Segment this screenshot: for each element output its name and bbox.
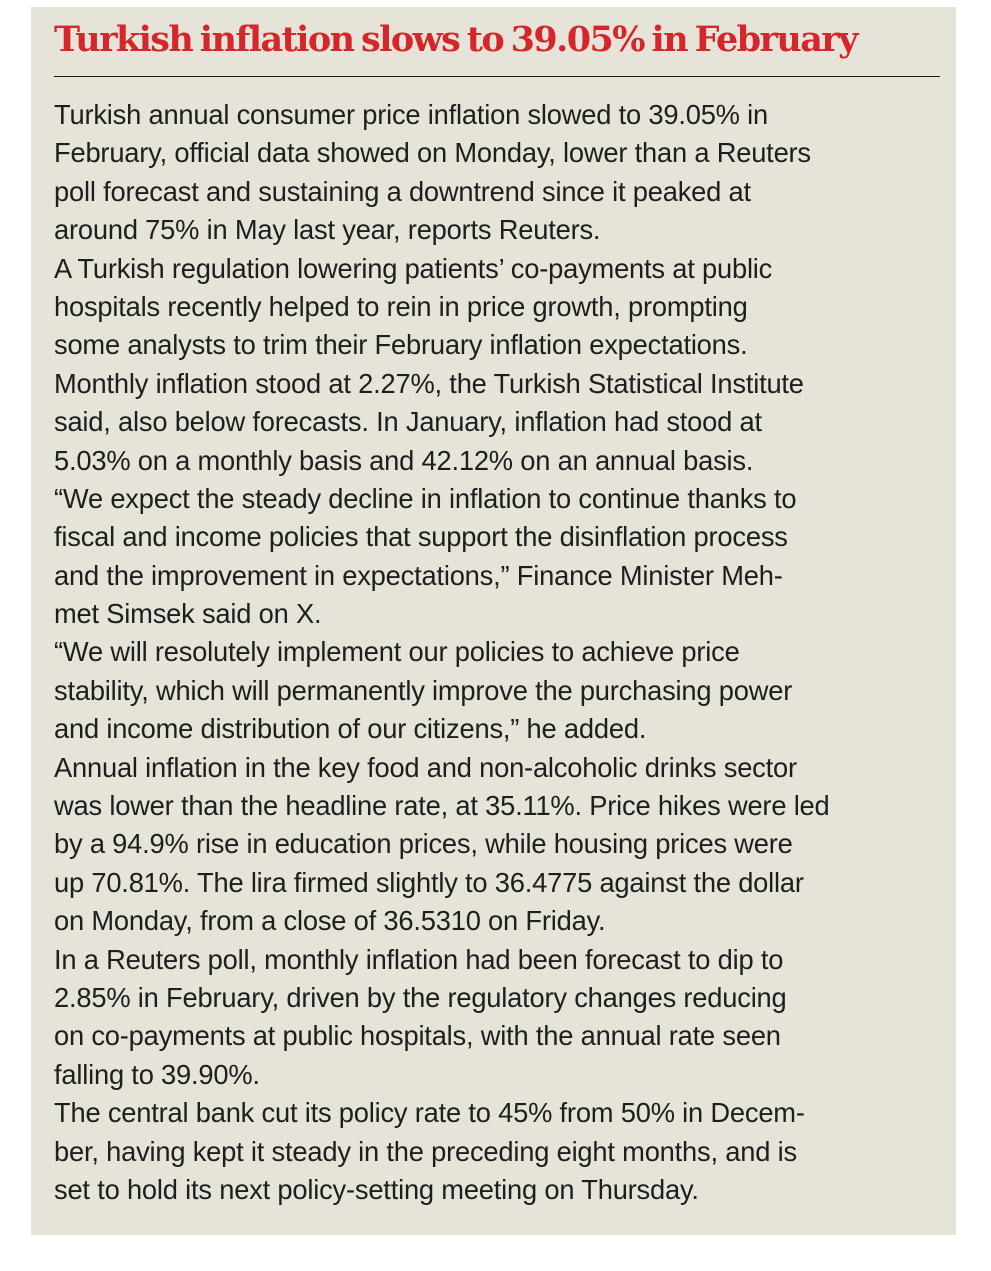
body-line: said, also below forecasts. In January, inflation had stood at [54,406,762,438]
article-box [31,7,956,1235]
body-line: met Simsek said on X. [54,598,322,630]
body-line: fiscal and income policies that support the disinflation process [54,521,788,553]
body-line: was lower than the headline rate, at 35.11%. Price hikes were led [54,790,830,822]
body-line: up 70.81%. The lira firmed slightly to 36.4775 against the dollar [54,866,804,898]
headline-divider [54,76,940,77]
body-line: 5.03% on a monthly basis and 42.12% on an annual basis. [54,444,754,476]
body-line: The central bank cut its policy rate to 45% from 50% in Decem- [54,1097,805,1129]
headline: Turkish inflation slows to 39.05% in February [54,19,857,60]
body-line: set to hold its next policy-setting meeting on Thursday. [54,1173,699,1205]
body-line: ber, having kept it steady in the preceding eight months, and is [54,1135,797,1167]
body-line: around 75% in May last year, reports Reuters. [54,214,601,246]
body-line: on co-payments at public hospitals, with the annual rate seen [54,1020,781,1052]
body-line: by a 94.9% rise in education prices, while housing prices were [54,828,793,860]
body-line: some analysts to trim their February inflation expectations. [54,329,748,361]
body-line: and the improvement in expectations,” Finance Minister Meh- [54,559,783,591]
body-line: hospitals recently helped to rein in price growth, prompting [54,290,748,322]
article-body [54,96,934,1209]
body-line: falling to 39.90%. [54,1058,260,1090]
body-line: on Monday, from a close of 36.5310 on Friday. [54,905,606,937]
body-line: In a Reuters poll, monthly inflation had been forecast to dip to [54,943,784,975]
body-line: February, official data showed on Monday, lower than a Reuters [54,137,811,169]
body-line: Turkish annual consumer price inflation slowed to 39.05% in [54,99,768,130]
body-line: 2.85% in February, driven by the regulatory changes reducing [54,981,787,1013]
body-line: “We will resolutely implement our policies to achieve price [54,636,740,668]
body-line: Annual inflation in the key food and non-alcoholic drinks sector [54,751,797,783]
body-line: stability, which will permanently improve the purchasing power [54,674,793,706]
body-line: A Turkish regulation lowering patients’ co-payments at public [54,252,773,284]
body-line: Monthly inflation stood at 2.27%, the Turkish Statistical Institute [54,367,804,399]
body-line: and income distribution of our citizens,” he added. [54,713,647,745]
body-line: “We expect the steady decline in inflation to continue thanks to [54,482,797,514]
body-line: poll forecast and sustaining a downtrend since it peaked at [54,175,751,207]
